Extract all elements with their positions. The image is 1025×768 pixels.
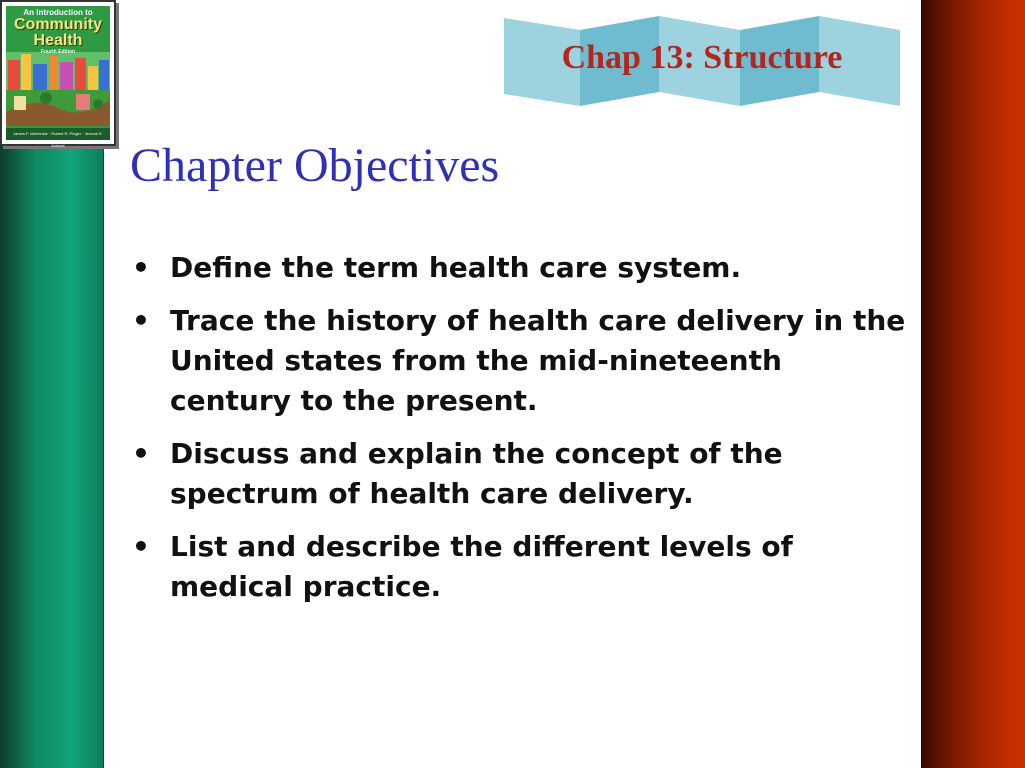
objective-text: Define the term health care system. bbox=[170, 251, 742, 284]
book-cover-title bbox=[6, 6, 110, 55]
slide-title: Chapter Objectives bbox=[130, 139, 500, 192]
objective-item bbox=[132, 434, 907, 514]
bullet-icon: • bbox=[132, 437, 150, 470]
book-cover-artwork bbox=[6, 6, 110, 148]
cover-title-community: Community bbox=[14, 16, 102, 33]
objective-text: List and describe the different levels of medical practice. bbox=[170, 530, 793, 603]
objective-item bbox=[132, 527, 907, 607]
objective-text: Trace the history of health care delivery in the United states from the mid-nineteenth century to the present. bbox=[170, 304, 906, 417]
cover-authors: James F. McKenzie · Robert R. Pinger · Jerome E. Kotecki bbox=[6, 128, 110, 140]
objective-item bbox=[132, 301, 907, 421]
cover-subtitle: An Introduction to bbox=[23, 8, 93, 17]
objective-text: Discuss and explain the concept of the spectrum of health care delivery. bbox=[170, 437, 783, 510]
bullet-icon: • bbox=[132, 530, 150, 563]
book-cover-image bbox=[0, 0, 116, 146]
bullet-icon: • bbox=[132, 304, 150, 337]
bullet-icon: • bbox=[132, 251, 150, 284]
objectives-list bbox=[132, 248, 907, 620]
chapter-banner-label: Chap 13: Structure bbox=[561, 39, 843, 76]
objective-item bbox=[132, 248, 907, 288]
cover-title-health: Health bbox=[33, 32, 83, 49]
right-decorative-bar bbox=[921, 0, 1025, 768]
cover-edition: Fourth Edition bbox=[40, 49, 76, 55]
city-illustration bbox=[6, 49, 110, 126]
